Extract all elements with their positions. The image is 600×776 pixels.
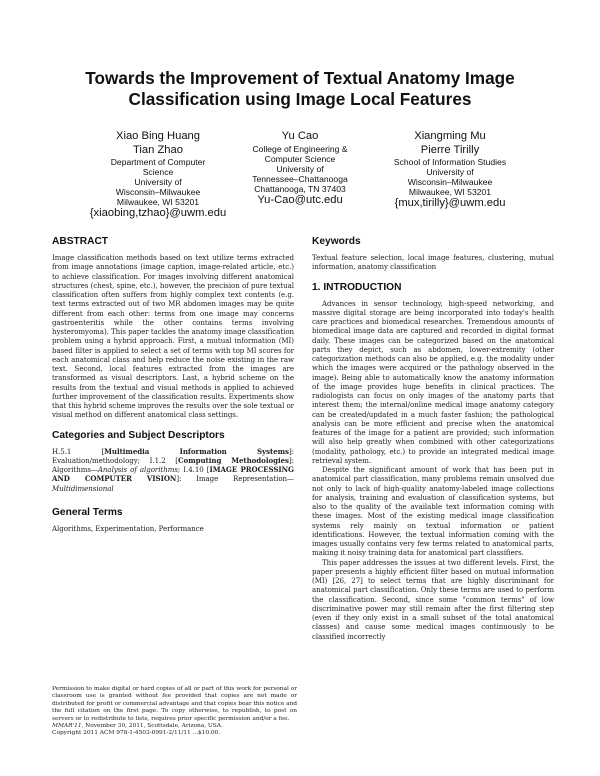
author-name: Pierre Tirilly <box>420 143 480 156</box>
author-email: {mux,tirilly}@uwm.edu <box>394 197 506 209</box>
right-column <box>312 236 554 641</box>
affiliation-line: College of Engineering & <box>252 143 348 154</box>
author-name: Xiao Bing Huang <box>116 130 200 142</box>
author-name: Yu Cao <box>281 130 319 142</box>
categories-text: H.5.1 [Multimedia Information Systems]: Evaluation/methodology; I.1.2 [Computing Methodologies]: Algorithms—Analysis of algorithms; I.4.10 [IMAGE PROCESSING AND COMPUTER VISION]: Image Representation—Multidimensional <box>52 446 294 493</box>
affiliation-line: University of <box>426 167 474 177</box>
author-email: Yu-Cao@utc.edu <box>257 193 343 206</box>
title-line-1: Towards the Improvement of Textual Anatomy Image <box>85 68 515 88</box>
title-line-2: Classification using Image Local Features <box>128 89 472 109</box>
affiliation-line: Computer Science <box>264 153 336 164</box>
author-email: {xiaobing,tzhao}@uwm.edu <box>89 207 227 219</box>
general-terms-text: Algorithms, Experimentation, Performance <box>52 523 204 533</box>
affiliation-line: University of <box>276 163 324 174</box>
author-name: Xiangming Mu <box>414 130 486 142</box>
affiliation-line: University of <box>134 177 182 187</box>
affiliation-line: Chattanooga, TN 37403 <box>254 183 346 194</box>
affiliation-line: Wisconsin–Milwaukee <box>407 177 493 187</box>
venue-line: MMAR'11, November 30, 2011, Scottsdale, Arizona, USA. <box>52 723 223 730</box>
permission-text: Permission to make digital or hard copies of all or part of this work for personal or classroom use is granted without fee provided that copies are not made or distributed for profit or commercial advantage and that copies bear this notice and the full citation on the first page. To copy otherwise, to republish, to post on servers or to redistribute to lists, requires prior specific permission and/or a fee. <box>52 686 297 722</box>
abstract-text: Image classification methods based on text utilize terms extracted from image annotations (image caption, image-related article, etc.) to achieve classification. For images involving different anatomical structures (chest, spine, etc.), however, the precision of pure textual classification often suffers from highly complex text contents (e.g. text terms extracted out of two MR abdomen images may be quite different from each other: terms from one image may concerns gastroenteritis while the other contains terms involving hysteromyoma). This paper tackles the anatomy image classification problem using a hybrid approach. First, a mutual information (MI) based filter is applied to select a set of terms with top MI scores for each anatomical class and help reduce the noise existing in the raw text. Second, local features extracted from the images are transformed as visual descriptors. Last, a hybrid scheme on the results from the textual and visual methods is applied to achieved further improvement of the classification results. Experiments show that this hybrid scheme improves the results over the sole textual or visual method on different anatomical class settings. <box>52 253 294 420</box>
intro-paragraph-3: This paper addresses the issues at two different levels. First, the paper presents a highly efficient filter based on mutual information (MI) [26, 27] to select terms that are highly discriminant for anatomical part classification. Only these terms are used to perform the classification. Second, since some "common terms" of low discriminative power may still remain after the first filtering step (even if they only exist in a small subset of the total anatomical classes) and cause some medical images continuously to be classified incorrectly <box>312 557 554 641</box>
affiliation-line: Wisconsin–Milwaukee <box>115 187 201 197</box>
paper-title <box>40 68 560 110</box>
general-terms-heading: General Terms <box>52 506 123 518</box>
affiliation-line: Science <box>142 167 174 177</box>
keywords-heading: Keywords <box>312 236 361 247</box>
introduction-heading: 1. INTRODUCTION <box>312 281 402 293</box>
categories-heading: Categories and Subject Descriptors <box>52 429 225 441</box>
affiliation-line: Department of Computer <box>110 157 206 167</box>
keywords-text: Textual feature selection, local image features, clustering, mutual information, anatomy classification <box>312 253 554 272</box>
affiliation-line: Milwaukee, WI 53201 <box>116 197 200 207</box>
affiliation-line: Tennessee–Chattanooga <box>252 173 348 184</box>
permission-notice <box>52 686 297 738</box>
intro-paragraph-1: Advances in sensor technology, high-speed networking, and massive digital storage are being incorporated into today's health care practices and biomedical researches. Tremendous amounts of biomedical image data are captured and recorded in digital format daily. These images can be categorized based on the anatomical parts they depict, such as abdomen, lower-extremity (other categorization methods can also be applied, e.g. the modality under which the images were acquired or the pathology observed in the image). Being able to automatically know the anatomy information of the image provides huge benefits in clinical practices. The radiologists can focus on only images of the anatomy parts that interest them; the internal/online medical image anatomy category can be created/updated in a much faster fashion; the pathological analysis can be more efficient and precise when the anatomical features of the image for a patient are provided; such information will also help greatly when combined with other categorizations (modality, pathology, etc.) to provide an integrated medical image retrieval system. <box>312 298 554 465</box>
affiliation-line: Milwaukee, WI 53201 <box>408 187 492 197</box>
author-block-3 <box>360 130 540 210</box>
copyright-line: Copyright 2011 ACM 978-1-4503-0991-2/11/11 ...$10.00. <box>52 730 221 737</box>
left-column <box>52 236 294 533</box>
affiliation-line: School of Information Studies <box>393 157 507 167</box>
intro-paragraph-2: Despite the significant amount of work that has been put in anatomical part classification, many problems remain unsolved due not only to lack of high-quality anatomy-labeled image collections for analysis, training and evaluation of classification systems, but also to the quality of the available text information coming with these images. Most of the existing medical image classification systems rely mainly on textual information or patient identifications. However, the textual information coming with the images usually contains very few terms related to anatomical parts, making it noisy training data for anatomical part classifiers. <box>312 465 554 558</box>
author-name: Tian Zhao <box>133 143 183 156</box>
abstract-heading: ABSTRACT <box>52 236 109 247</box>
